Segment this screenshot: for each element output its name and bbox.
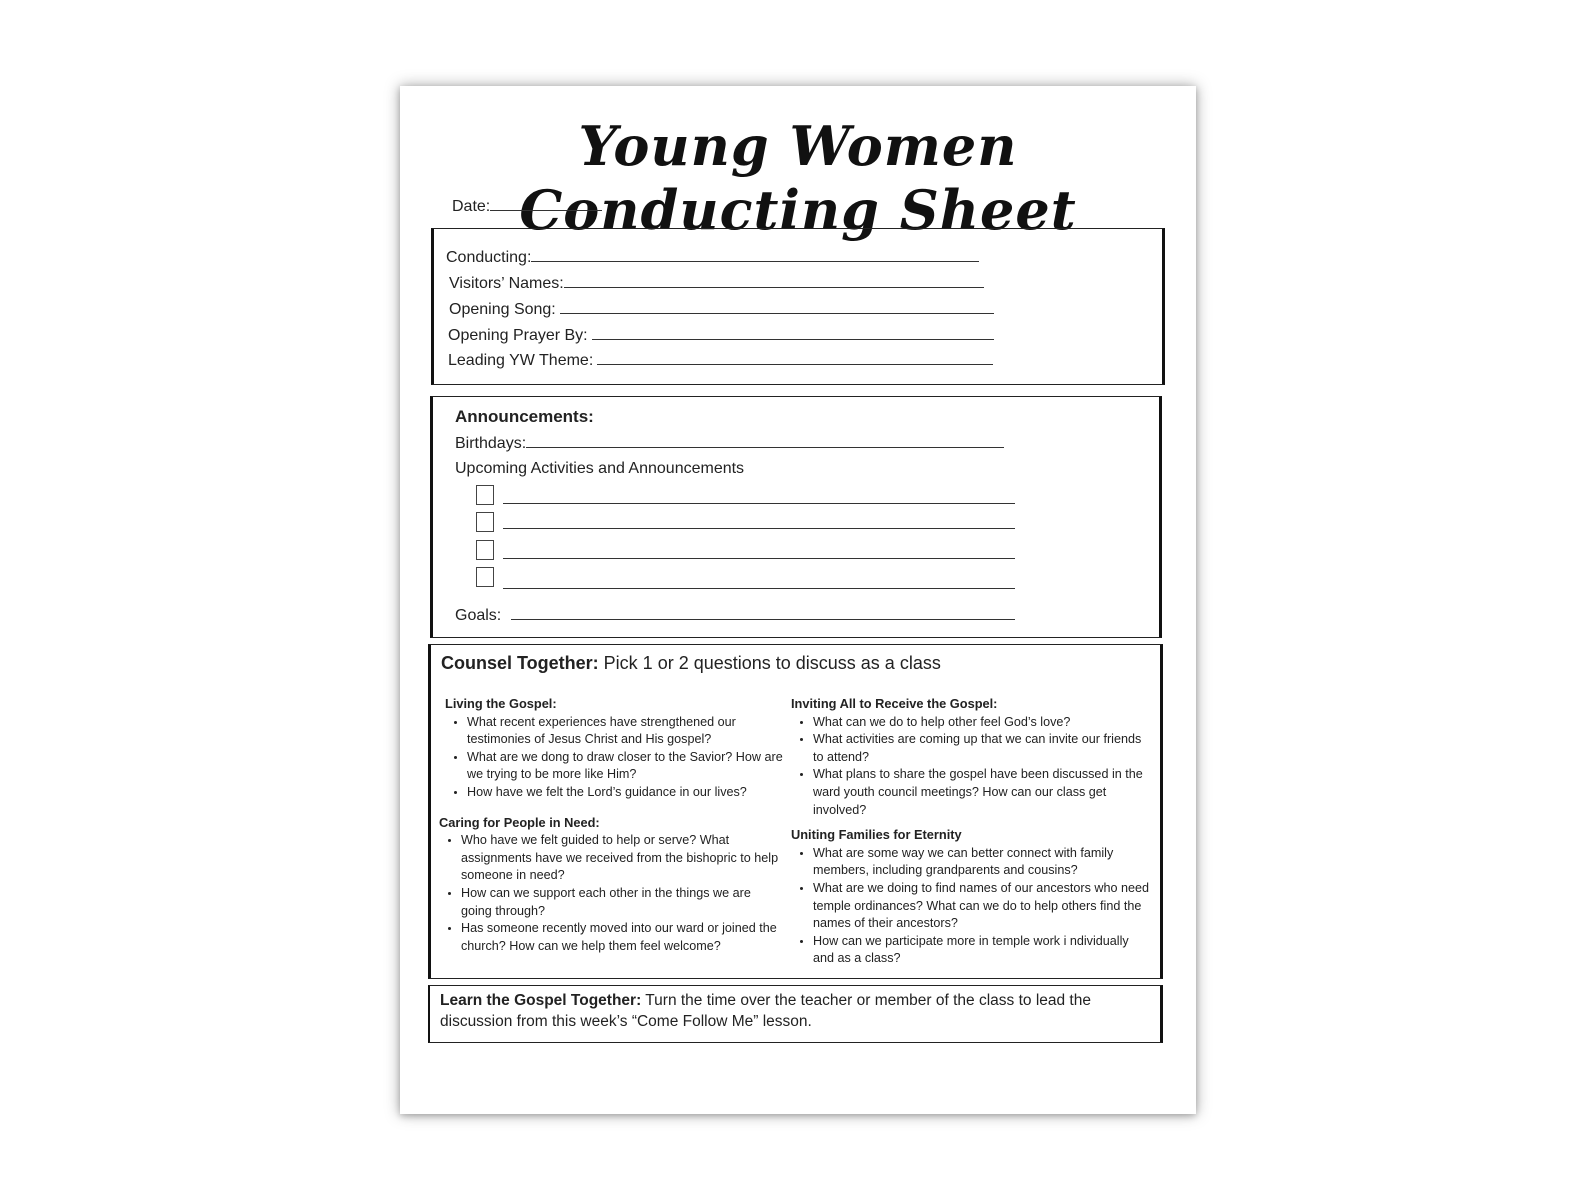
list-item: • What can we do to help other feel God’s love?	[813, 714, 1151, 732]
birthdays-field	[455, 435, 1004, 453]
announcements-box	[430, 396, 1162, 638]
uniting-title: Uniting Families for Eternity	[791, 827, 962, 843]
counsel-heading	[441, 653, 941, 674]
announcements-heading: Announcements:	[455, 407, 594, 426]
goals-field	[455, 607, 1015, 625]
opening-song-field	[449, 301, 994, 319]
inviting-list	[791, 714, 1151, 820]
counsel-left-column	[439, 695, 785, 962]
announcement-line-1[interactable]	[503, 503, 1015, 504]
date-blank-line[interactable]	[490, 209, 602, 211]
list-item: • Has someone recently moved into our ward or joined the church? How can we help them feel welcome?	[461, 920, 785, 955]
upcoming-activities-label: Upcoming Activities and Announcements	[455, 460, 745, 477]
counsel-heading-text: Pick 1 or 2 questions to discuss as a class	[598, 653, 941, 673]
uniting-section	[791, 826, 1151, 968]
list-item: • What recent experiences have strengthened our testimonies of Jesus Christ and His gospel?	[467, 714, 785, 749]
goals-label: Goals:	[455, 607, 502, 624]
counsel-together-box	[428, 644, 1163, 979]
conducting-field	[446, 249, 979, 267]
meeting-details-box	[431, 228, 1165, 385]
opening-song-label: Opening Song:	[449, 301, 556, 318]
announcement-checkbox-4[interactable]	[476, 567, 494, 587]
yw-theme-field	[448, 352, 993, 370]
inviting-title: Inviting All to Receive the Gospel:	[791, 696, 998, 711]
yw-theme-label: Leading YW Theme:	[448, 352, 594, 369]
caring-title: Caring for People in Need:	[439, 814, 600, 830]
birthdays-label: Birthdays:	[455, 435, 527, 452]
counsel-right-column	[791, 695, 1151, 975]
learn-gospel-text	[440, 990, 1120, 1032]
living-gospel-section	[439, 695, 785, 802]
date-label: Date:	[452, 198, 491, 215]
announcement-line-4[interactable]	[503, 588, 1015, 589]
visitors-blank-line[interactable]	[564, 286, 984, 288]
living-gospel-list	[445, 714, 785, 802]
list-item: • How can we support each other in the things we are going through?	[461, 885, 785, 920]
uniting-list	[791, 845, 1151, 968]
conducting-label: Conducting:	[446, 249, 532, 266]
list-item: • What are some way we can better connect with family members, including grandparents and cousins?	[813, 845, 1151, 880]
list-item: • How have we felt the Lord’s guidance in our lives?	[467, 784, 785, 802]
list-item: • What are we doing to find names of our ancestors who need temple ordinances? What can we do to help others find the names of their ancestors?	[813, 880, 1151, 933]
list-item: • What are we dong to draw closer to the Savior? How are we trying to be more like Him?	[467, 749, 785, 784]
opening-prayer-blank-line[interactable]	[592, 338, 994, 340]
birthdays-blank-line[interactable]	[526, 446, 1004, 448]
visitors-label: Visitors’ Names:	[449, 275, 564, 292]
list-item: • Who have we felt guided to help or serve? What assignments have we received from the bishopric to help someone in need?	[461, 832, 785, 885]
visitors-field	[449, 275, 984, 293]
caring-section	[439, 814, 785, 956]
learn-gospel-rest: Turn the time over the teacher or member of the class to lead the discussion from this week’s “Come Follow Me” lesson.	[440, 992, 1091, 1030]
date-field	[452, 198, 602, 216]
learn-gospel-box	[428, 985, 1163, 1043]
announcement-line-3[interactable]	[503, 558, 1015, 559]
caring-list	[439, 832, 785, 955]
conducting-blank-line[interactable]	[531, 260, 979, 262]
goals-blank-line[interactable]	[511, 618, 1015, 620]
page-title: Young Women Conducting Sheet	[519, 114, 1077, 242]
list-item: • What plans to share the gospel have been discussed in the ward youth council meetings? How can our class get involved?	[813, 766, 1151, 819]
announcement-line-2[interactable]	[503, 528, 1015, 529]
announcement-checkbox-3[interactable]	[476, 540, 494, 560]
learn-gospel-bold: Learn the Gospel Together:	[440, 992, 642, 1009]
opening-prayer-label: Opening Prayer By:	[448, 327, 588, 344]
yw-theme-blank-line[interactable]	[597, 363, 993, 365]
opening-song-blank-line[interactable]	[560, 312, 994, 314]
counsel-heading-bold: Counsel Together:	[441, 653, 599, 673]
opening-prayer-field	[448, 327, 994, 345]
announcement-checkbox-1[interactable]	[476, 485, 494, 505]
conducting-sheet-page	[400, 86, 1196, 1114]
living-gospel-title: Living the Gospel:	[445, 696, 557, 711]
inviting-section	[791, 695, 1151, 819]
list-item: • What activities are coming up that we can invite our friends to attend?	[813, 731, 1151, 766]
announcement-checkbox-2[interactable]	[476, 512, 494, 532]
list-item: • How can we participate more in temple work i ndividually and as a class?	[813, 933, 1151, 968]
